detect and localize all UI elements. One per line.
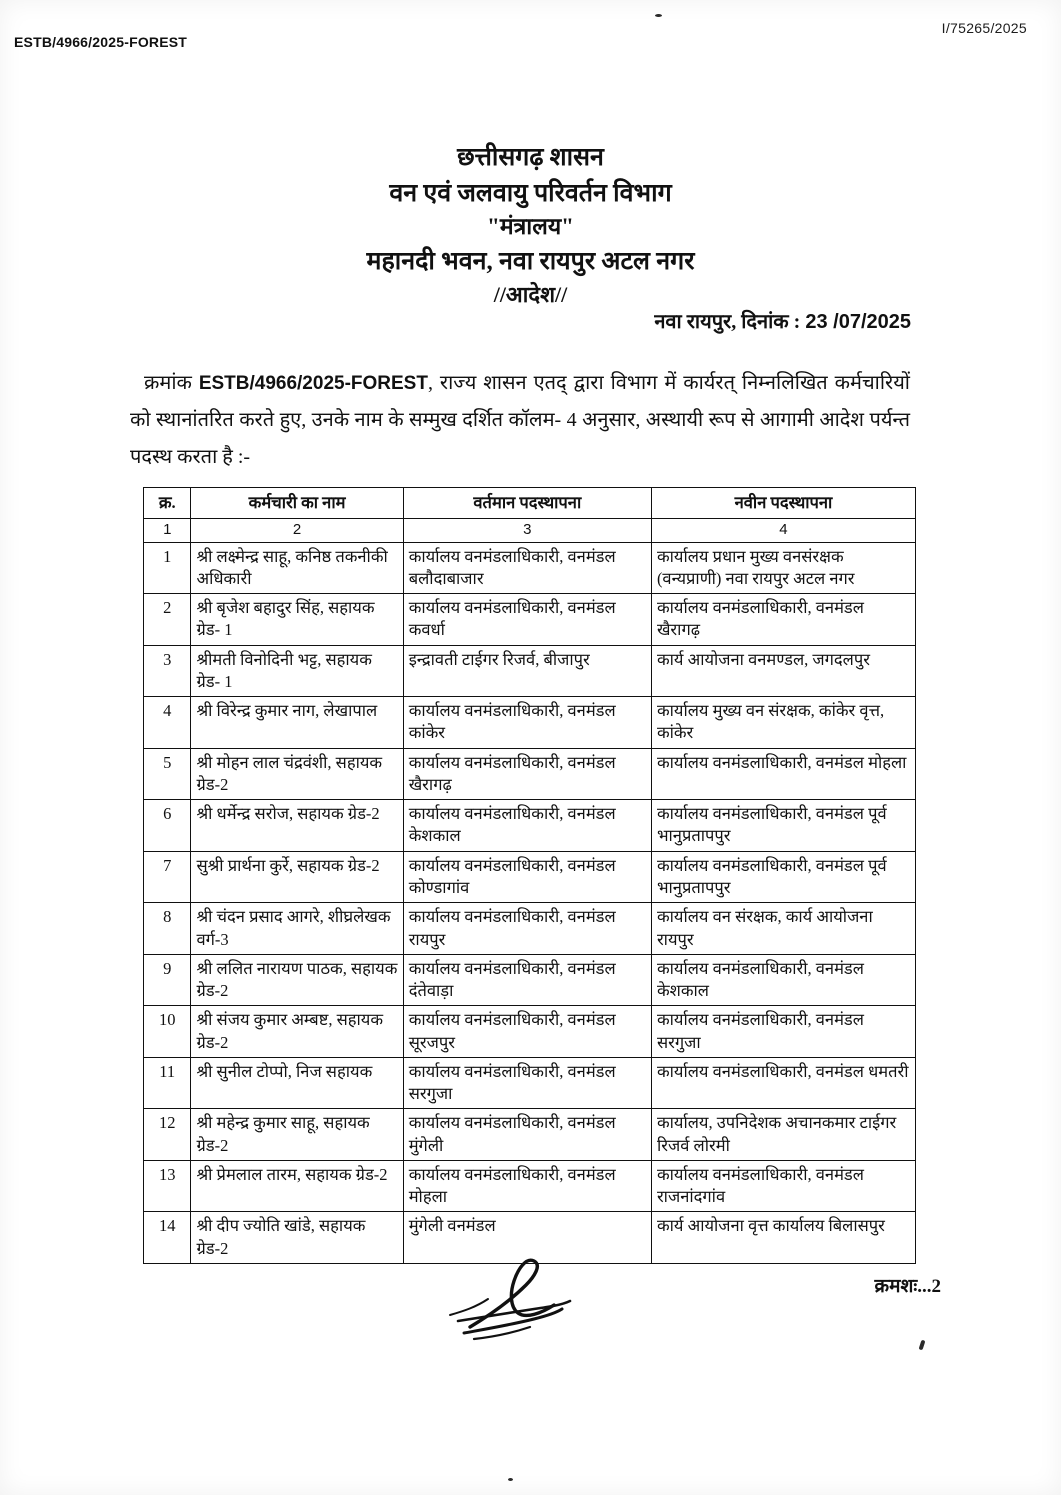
table-row xyxy=(144,1160,916,1212)
file-reference: ESTB/4966/2025-FOREST xyxy=(14,34,188,50)
header-line-order: //आदेश// xyxy=(493,282,568,308)
row-serial: 12 xyxy=(144,1109,191,1161)
scan-speck xyxy=(508,1478,513,1481)
row-employee-name: श्री धर्मेन्द्र सरोज, सहायक ग्रेड-2 xyxy=(191,800,403,852)
corner-reference: I/75265/2025 xyxy=(941,20,1027,36)
table-row xyxy=(144,851,916,903)
column-number-3: 3 xyxy=(403,519,651,542)
row-current-posting: कार्यालय वनमंडलाधिकारी, वनमंडल केशकाल xyxy=(403,800,651,852)
row-employee-name: श्री प्रेमलाल तारम, सहायक ग्रेड-2 xyxy=(191,1160,403,1212)
row-new-posting: कार्यालय वन संरक्षक, कार्य आयोजना रायपुर xyxy=(651,903,915,955)
row-current-posting: कार्यालय वनमंडलाधिकारी, वनमंडल दंतेवाड़ा xyxy=(403,954,651,1006)
column-header-serial: क्र. xyxy=(144,488,191,519)
row-new-posting: कार्यालय वनमंडलाधिकारी, वनमंडल पूर्व भानुप्रतापपुर xyxy=(651,851,915,903)
row-employee-name: सुश्री प्रार्थना कुर्रे, सहायक ग्रेड-2 xyxy=(191,851,403,903)
row-serial: 7 xyxy=(144,851,191,903)
table-row xyxy=(144,542,916,594)
row-serial: 4 xyxy=(144,697,191,749)
row-new-posting: कार्यालय वनमंडलाधिकारी, वनमंडल केशकाल xyxy=(651,954,915,1006)
table-body xyxy=(144,542,916,1263)
row-employee-name: श्री महेन्द्र कुमार साहू, सहायक ग्रेड-2 xyxy=(191,1109,403,1161)
row-new-posting: कार्यालय मुख्य वन संरक्षक, कांकेर वृत्त, कांकेर xyxy=(651,697,915,749)
column-header-name: कर्मचारी का नाम xyxy=(191,488,403,519)
row-current-posting: कार्यालय वनमंडलाधिकारी, वनमंडल मोहला xyxy=(403,1160,651,1212)
document-header xyxy=(0,140,1061,310)
order-date: 23 /07/2025 xyxy=(805,311,911,333)
table-column-number-row xyxy=(144,519,916,542)
table-row xyxy=(144,954,916,1006)
row-new-posting: कार्य आयोजना वनमण्डल, जगदलपुर xyxy=(651,645,915,697)
row-employee-name: श्री चंदन प्रसाद आगरे, शीघ्रलेखक वर्ग-3 xyxy=(191,903,403,955)
row-serial: 9 xyxy=(144,954,191,1006)
column-header-current-posting: वर्तमान पदस्थापना xyxy=(403,488,651,519)
row-serial: 11 xyxy=(144,1057,191,1109)
scan-speck xyxy=(919,1340,926,1351)
row-serial: 14 xyxy=(144,1212,191,1264)
place-and-date xyxy=(654,307,911,334)
row-current-posting: कार्यालय वनमंडलाधिकारी, वनमंडल कवर्धा xyxy=(403,594,651,646)
table-row xyxy=(144,748,916,800)
row-current-posting: कार्यालय वनमंडलाधिकारी, वनमंडल मुंगेली xyxy=(403,1109,651,1161)
row-serial: 13 xyxy=(144,1160,191,1212)
row-employee-name: श्री बृजेश बहादुर सिंह, सहायक ग्रेड- 1 xyxy=(191,594,403,646)
header-line-address: महानदी भवन, नवा रायपुर अटल नगर xyxy=(366,247,695,275)
row-new-posting: कार्यालय, उपनिदेशक अचानकमार टाईगर रिजर्व लोरमी xyxy=(651,1109,915,1161)
row-new-posting: कार्यालय वनमंडलाधिकारी, वनमंडल राजनांदगांव xyxy=(651,1160,915,1212)
row-current-posting: कार्यालय वनमंडलाधिकारी, वनमंडल खैरागढ़ xyxy=(403,748,651,800)
row-current-posting: इन्द्रावती टाईगर रिजर्व, बीजापुर xyxy=(403,645,651,697)
column-number-1: 1 xyxy=(144,519,191,542)
row-new-posting: कार्यालय वनमंडलाधिकारी, वनमंडल खैरागढ़ xyxy=(651,594,915,646)
row-employee-name: श्री मोहन लाल चंद्रवंशी, सहायक ग्रेड-2 xyxy=(191,748,403,800)
row-current-posting: कार्यालय वनमंडलाधिकारी, वनमंडल कांकेर xyxy=(403,697,651,749)
row-current-posting: कार्यालय वनमंडलाधिकारी, वनमंडल बलौदाबाजार xyxy=(403,542,651,594)
row-employee-name: श्री दीप ज्योति खांडे, सहायक ग्रेड-2 xyxy=(191,1212,403,1264)
row-current-posting: कार्यालय वनमंडलाधिकारी, वनमंडल कोण्डागांव xyxy=(403,851,651,903)
row-current-posting: कार्यालय वनमंडलाधिकारी, वनमंडल रायपुर xyxy=(403,903,651,955)
row-employee-name: श्री लक्ष्मेन्द्र साहू, कनिष्ठ तकनीकी अधिकारी xyxy=(191,542,403,594)
table-row xyxy=(144,1006,916,1058)
scan-speck xyxy=(655,14,662,17)
header-line-government: छत्तीसगढ़ शासन xyxy=(457,144,604,171)
place-label: नवा रायपुर, दिनांक : xyxy=(654,311,801,333)
row-new-posting: कार्यालय वनमंडलाधिकारी, वनमंडल मोहला xyxy=(651,748,915,800)
row-serial: 3 xyxy=(144,645,191,697)
signature-mark xyxy=(430,1255,620,1345)
table-row xyxy=(144,800,916,852)
order-body-paragraph xyxy=(130,365,910,476)
table-row xyxy=(144,1109,916,1161)
row-current-posting: कार्यालय वनमंडलाधिकारी, वनमंडल सूरजपुर xyxy=(403,1006,651,1058)
row-serial: 5 xyxy=(144,748,191,800)
column-number-2: 2 xyxy=(191,519,403,542)
row-serial: 1 xyxy=(144,542,191,594)
order-number: ESTB/4966/2025-FOREST xyxy=(198,373,428,394)
transfer-table xyxy=(143,487,916,1264)
row-serial: 6 xyxy=(144,800,191,852)
header-line-ministry: "मंत्रालय" xyxy=(487,214,574,239)
order-number-prefix: क्रमांक xyxy=(144,372,199,394)
row-serial: 2 xyxy=(144,594,191,646)
row-new-posting: कार्यालय वनमंडलाधिकारी, वनमंडल पूर्व भानुप्रतापपुर xyxy=(651,800,915,852)
table-row xyxy=(144,645,916,697)
table-header-row xyxy=(144,488,916,519)
column-header-new-posting: नवीन पदस्थापना xyxy=(651,488,915,519)
row-employee-name: श्री ललित नारायण पाठक, सहायक ग्रेड-2 xyxy=(191,954,403,1006)
row-current-posting: कार्यालय वनमंडलाधिकारी, वनमंडल सरगुजा xyxy=(403,1057,651,1109)
table-row xyxy=(144,594,916,646)
row-new-posting: कार्य आयोजना वृत्त कार्यालय बिलासपुर xyxy=(651,1212,915,1264)
header-line-department: वन एवं जलवायु परिवर्तन विभाग xyxy=(389,179,672,207)
row-serial: 10 xyxy=(144,1006,191,1058)
row-employee-name: श्री विरेन्द्र कुमार नाग, लेखापाल xyxy=(191,697,403,749)
table-row xyxy=(144,903,916,955)
table-row xyxy=(144,1057,916,1109)
row-employee-name: श्री संजय कुमार अम्बष्ट, सहायक ग्रेड-2 xyxy=(191,1006,403,1058)
row-employee-name: श्रीमती विनोदिनी भट्ट, सहायक ग्रेड- 1 xyxy=(191,645,403,697)
row-serial: 8 xyxy=(144,903,191,955)
row-new-posting: कार्यालय वनमंडलाधिकारी, वनमंडल धमतरी xyxy=(651,1057,915,1109)
order-body-text: , राज्य शासन एतद् द्वारा विभाग में कार्यरत् निम्नलिखित कर्मचारियों को स्थानांतरित करते हुए, उनके नाम के सम्मुख दर्शित कॉलम- 4 अनुसार, अस्थायी रूप से आगामी आदेश पर्यन्त पदस्थ करता है :- xyxy=(130,372,910,468)
continued-label: क्रमशः...2 xyxy=(874,1276,941,1297)
table-row xyxy=(144,697,916,749)
row-new-posting: कार्यालय प्रधान मुख्य वनसंरक्षक (वन्यप्राणी) नवा रायपुर अटल नगर xyxy=(651,542,915,594)
row-employee-name: श्री सुनील टोप्पो, निज सहायक xyxy=(191,1057,403,1109)
row-new-posting: कार्यालय वनमंडलाधिकारी, वनमंडल सरगुजा xyxy=(651,1006,915,1058)
column-number-4: 4 xyxy=(651,519,915,542)
table-header xyxy=(144,488,916,543)
row-current-posting: मुंगेली वनमंडल xyxy=(403,1212,651,1264)
